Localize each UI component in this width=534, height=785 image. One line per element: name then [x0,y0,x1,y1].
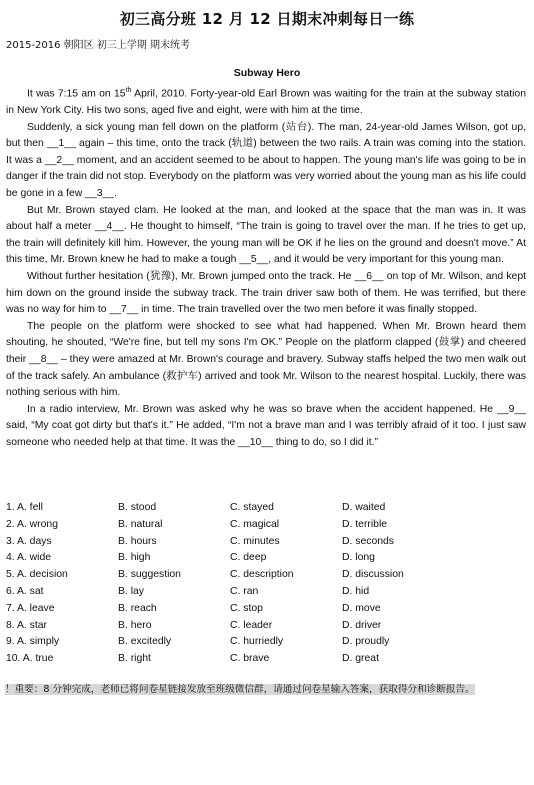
option-row [6,567,526,584]
option: 2. A. wrong [6,518,58,530]
option: B. right [118,653,151,665]
option: C. stayed [230,502,274,513]
option: D. proudly [342,636,390,648]
option: B. suggestion [118,569,181,581]
option: B. natural [118,518,163,530]
option: 3. A. days [6,535,52,547]
option: 7. A. leave [6,602,55,614]
option: C. deep [230,552,267,564]
option: C. ran [230,585,259,597]
option: D. move [342,602,381,614]
option: C. magical [230,518,280,530]
notice-text: ！重要：8 分钟完成，老师已将问卷星链接发放至班级微信群，请通过问卷星输入答案，获取得分和诊断报告。 [5,684,475,695]
option: B. hours [118,535,157,547]
option: B. lay [118,585,144,597]
option-row [6,550,526,567]
option: 10. A. true [6,653,54,665]
option-row [6,651,526,668]
option-row [6,618,526,635]
paragraph: In a radio interview, Mr. Brown was asked why he was so brave when the accident happened. He __9__ said, “My coat got dirty but that's it.” He added, “I'm not a brave man and I was terribly afraid of it too. I just saw someone who needed help at that time. It was the __10__ thing to do, so I did it.” [6,403,526,448]
option: 5. A. decision [6,569,68,581]
option: D. long [342,552,375,564]
option-row [6,500,526,517]
option: D. seconds [342,535,394,547]
option: 6. A. sat [6,585,44,597]
option: C. description [230,569,294,581]
option: D. driver [342,619,382,631]
option: D. terrible [342,518,388,530]
option-row [6,584,526,601]
option-row [6,517,526,534]
option-row [6,634,526,651]
option: 4. A. wide [6,552,52,564]
option: B. excitedly [118,636,172,648]
paragraph: The people on the platform were shocked to see what had happened. When Mr. Brown heard them shouting, he shouted, “We're fine, but tell my sons I'm OK.” People on the platform clapped (鼓掌) and cheered their __8__ – they were amazed at Mr. Brown's courage and bravery. Subway staffs helped the two men walk out of the track safely. An ambulance (救护车) arrived and took Mr. Wilson to the nearest hospital. Luckily, there was nothing serious with him. [6,320,526,399]
option: D. hid [342,585,370,597]
option: 8. A. star [6,619,48,631]
option-row [6,601,526,618]
option: 1. A. fell [6,502,43,513]
important-notice [5,683,529,698]
paragraph: But Mr. Brown stayed clam. He looked at the man, and looked at the space that the man was in. It was about half a meter __4__. He thought to himself, “The train is going to travel over the man. If he tries to get up, the train will definitely kill him. However, the young man will be OK if he lies on the ground and doesn't move.” At this time, Mr. Brown knew he had to make a tough __5__, and it would be very important for this young man. [6,204,526,266]
article-passage [6,83,526,452]
option: B. hero [118,619,152,631]
option: C. brave [230,653,270,665]
option-row [6,534,526,551]
exam-info: 2015-2016 朝阳区 初三上学期 期末统考 [6,40,191,51]
article-title: Subway Hero [233,67,301,79]
option: C. leader [230,619,273,631]
option: 9. A. simply [6,636,60,648]
page-title: 初三高分班 12 月 12 日期末冲刺每日一练 [119,10,415,28]
paragraph: It was 7:15 am on 15th April, 2010. Forty-year-old Earl Brown was waiting for the train at the subway station in New York City. His two sons, aged five and eight, were with him at the time. [6,87,526,117]
option: B. stood [118,502,157,513]
option: C. minutes [230,535,280,547]
option: C. hurriedly [230,636,284,648]
option: C. stop [230,602,263,614]
option: D. waited [342,502,386,513]
paragraph: Suddenly, a sick young man fell down on the platform (站台). The man, 24-year-old James Wilson, got up, but then __1__ again – this time, onto the track (轨道) between the two rails. A train was coming into the station. It was a __2__ moment, and an accident seemed to be about to happen. The young man's life was going to be in danger if the train did not stop. Everybody on the platform was very worried about the young man as his life could be gone in a few __3__. [6,121,526,200]
option: D. discussion [342,569,404,581]
option: D. great [342,653,379,665]
answer-options [6,500,526,668]
option: B. reach [118,602,157,614]
option: B. high [118,552,151,564]
paragraph: Without further hesitation (犹豫), Mr. Brown jumped onto the track. He __6__ on top of Mr. Wilson, and kept him down on the ground inside the subway track. The train driver saw both of them. He was terrified, but there was no way for him to __7__ in time. The train travelled over the two men before it was finally stopped. [6,271,526,316]
